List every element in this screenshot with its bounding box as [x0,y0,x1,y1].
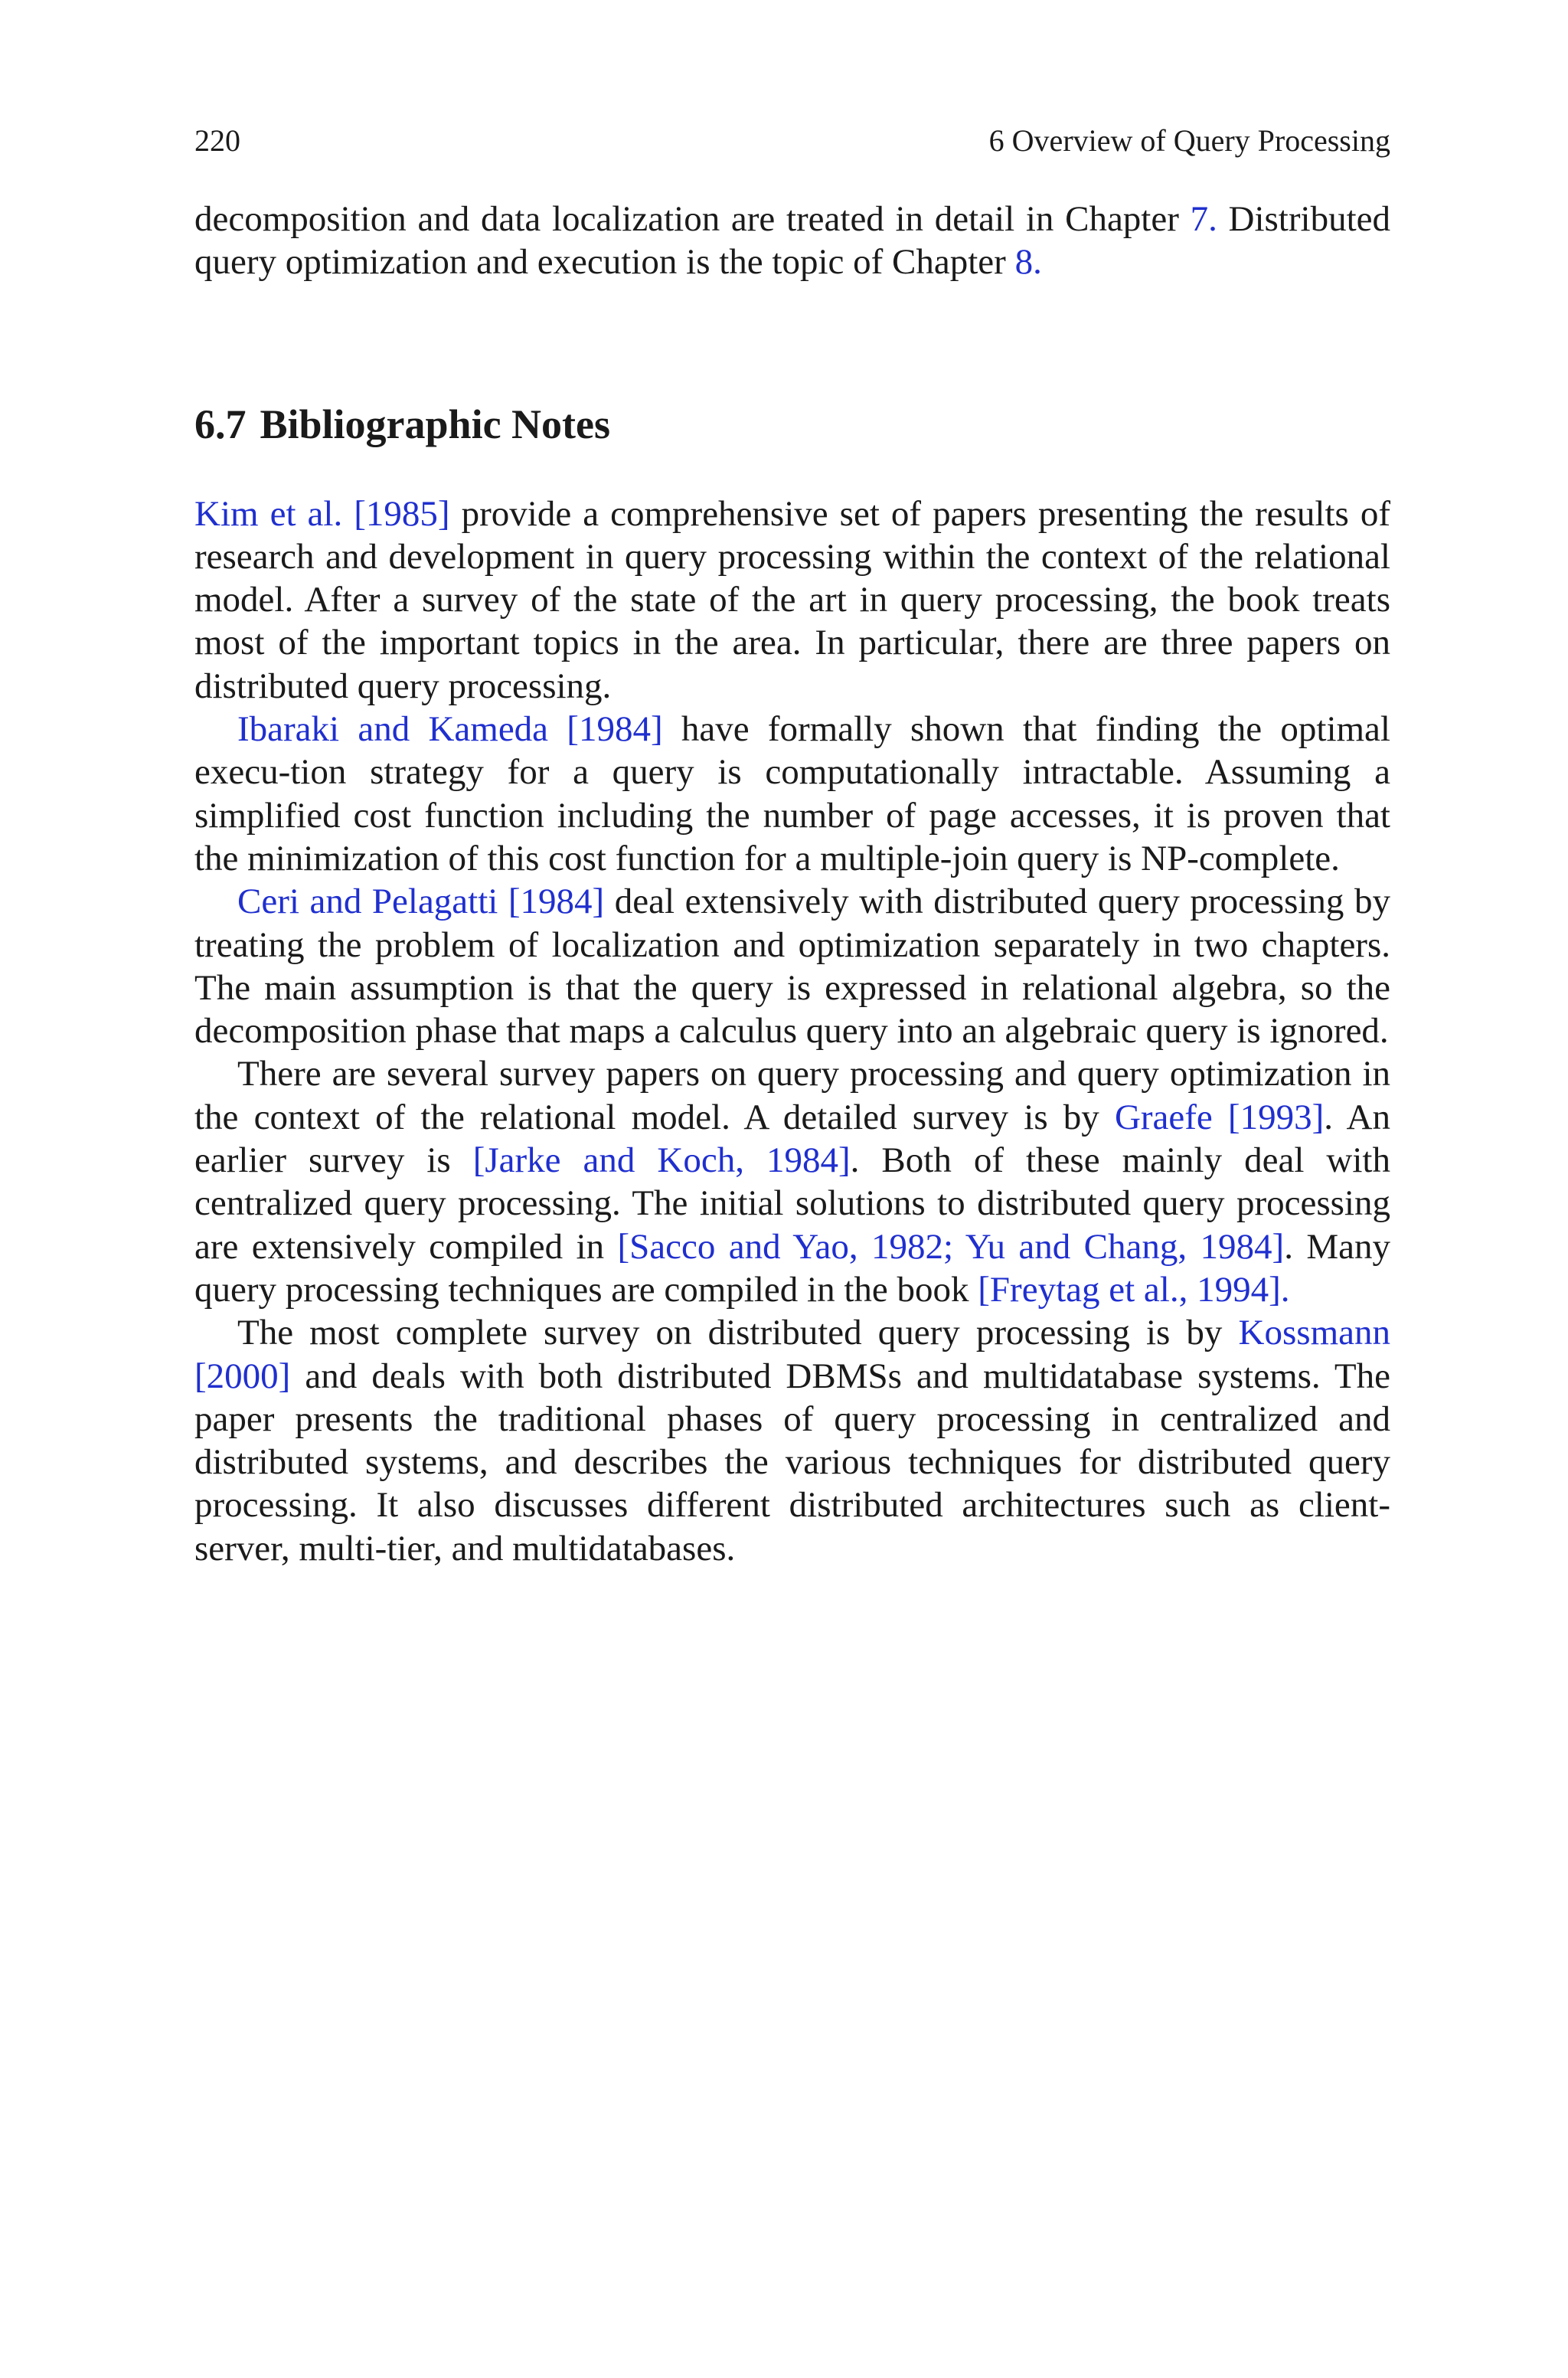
running-head [194,123,1390,159]
ref-jarke-koch-1984[interactable]: [Jarke and Koch, 1984] [472,1140,851,1181]
intro-text-1: decomposition and data localization are treated in detail in Chapter [194,199,1191,239]
paragraph-2 [194,708,1390,880]
ref-kim-1985[interactable]: Kim et al. [1985] [194,493,450,534]
ref-ceri-pelagatti-1984[interactable]: Ceri and Pelagatti [1984] [237,882,605,922]
paragraph-3-text: deal extensively with distributed query processing by treating the problem of localization and optimization separately in two chapters. The main assumption is that the query is expressed in relational algebra, so the decomposition phase that maps a calculus query into an algebraic query is ignored. [194,882,1390,1052]
paragraph-3 [194,880,1390,1052]
paragraph-4-text-4: . Many query processing techniques are compiled in the book [194,1226,1391,1310]
paragraph-4-text-3: . Both of these mainly deal with centralized query processing. The initial solutions to distributed query processing are extensively compiled in [194,1140,1390,1267]
section-number: 6.7 [194,401,247,447]
ref-freytag-1994[interactable]: [Freytag et al., 1994]. [978,1269,1290,1310]
chapter-title: 6 Overview of Query Processing [988,123,1390,158]
paragraph-5-text-1: The most complete survey on distributed query processing is by [237,1313,1239,1353]
ref-sacco-yao-yu-chang[interactable]: [Sacco and Yao, 1982; Yu and Chang, 1984] [617,1226,1285,1267]
book-page [194,123,1390,1570]
paragraph-5-text-2: and deals with both distributed DBMSs and multidatabase systems. The paper presents the traditional phases of query processing in centralized and distributed systems, and describes the various techniques for distributed query processing. It also discusses different distributed architectures such as client-server, multi-tier, and multidatabases. [194,1356,1390,1568]
paragraph-4 [194,1052,1390,1311]
ref-ibaraki-kameda-1984[interactable]: Ibaraki and Kameda [1984] [237,709,663,750]
paragraph-2-text: have formally shown that finding the optimal execu-tion strategy for a query is computationally intractable. Assuming a simplified cost function including the number of page accesses, it is proven that the minimization of this cost function for a multiple-join query is NP-complete. [194,709,1390,878]
section-heading [194,400,1390,449]
intro-paragraph [194,198,1390,284]
page-number: 220 [194,123,240,158]
bibliographic-notes [194,492,1390,1570]
paragraph-4-text-1: There are several survey papers on query processing and query optimization in the context of the relational model. A detailed survey is by [194,1054,1390,1137]
ref-graefe-1993[interactable]: Graefe [1993] [1114,1097,1325,1137]
paragraph-4-text-2: . An earlier survey is [194,1097,1390,1181]
paragraph-5 [194,1311,1390,1570]
chapter-7-link[interactable]: 7. [1190,199,1217,239]
chapter-8-link[interactable]: 8. [1014,242,1042,283]
paragraph-1 [194,492,1390,708]
ref-kossmann-2000[interactable]: Kossmann [2000] [194,1313,1390,1396]
intro-text-2: Distributed query optimization and execution is the topic of Chapter [194,199,1390,283]
paragraph-1-text: provide a comprehensive set of papers presenting the results of research and development in query processing within the context of the relational model. After a survey of the state of the art in query processing, the book treats most of the important topics in the area. In particular, there are three papers on distributed query processing. [194,493,1390,706]
section-title: Bibliographic Notes [260,401,611,447]
